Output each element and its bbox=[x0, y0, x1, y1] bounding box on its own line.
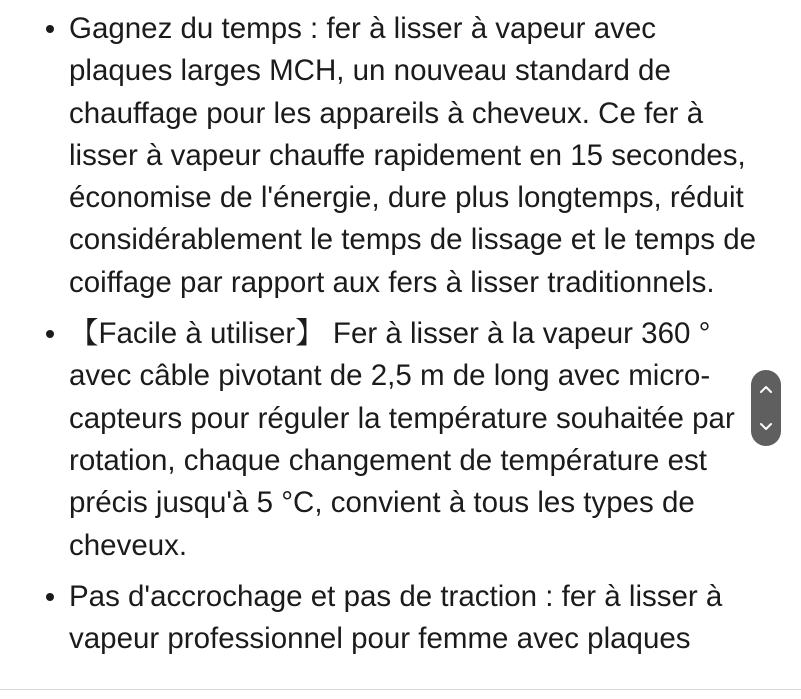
scroll-down-button[interactable] bbox=[751, 408, 781, 446]
list-item bbox=[69, 576, 759, 661]
scroll-up-button[interactable] bbox=[751, 370, 781, 408]
bullet-text: Pas d'accrochage et pas de traction : fer à lisser à vapeur professionnel pour femme avec plaques bbox=[69, 579, 723, 656]
scroll-navigation-control bbox=[751, 370, 781, 446]
bullet-dot-icon bbox=[46, 330, 54, 338]
bullet-text: Gagnez du temps : fer à lisser à vapeur avec plaques larges MCH, un nouveau standard de chauffage pour les appareils à cheveux. Ce fer à lisser à vapeur chauffe rapidement en 15 secondes, économise de l'énergie, dure plus longtemps, réduit considérablement le temps de lissage et le temps de coiffage par rapport aux fers à lisser traditionnels. bbox=[69, 12, 757, 299]
chevron-up-icon bbox=[759, 384, 773, 394]
bullet-dot-icon bbox=[46, 25, 54, 33]
feature-bullet-list bbox=[0, 8, 759, 669]
bottom-divider bbox=[0, 689, 801, 699]
bullet-dot-icon bbox=[46, 593, 54, 601]
chevron-down-icon bbox=[759, 422, 773, 432]
bullet-text: 【Facile à utiliser】 Fer à lisser à la vapeur 360 ° avec câble pivotant de 2,5 m de long avec micro-capteurs pour réguler la température souhaitée par rotation, chaque changement de température est précis jusqu'à 5 °C, convient à tous les types de cheveux. bbox=[69, 317, 735, 562]
list-item bbox=[69, 313, 759, 567]
list-item bbox=[69, 8, 759, 304]
